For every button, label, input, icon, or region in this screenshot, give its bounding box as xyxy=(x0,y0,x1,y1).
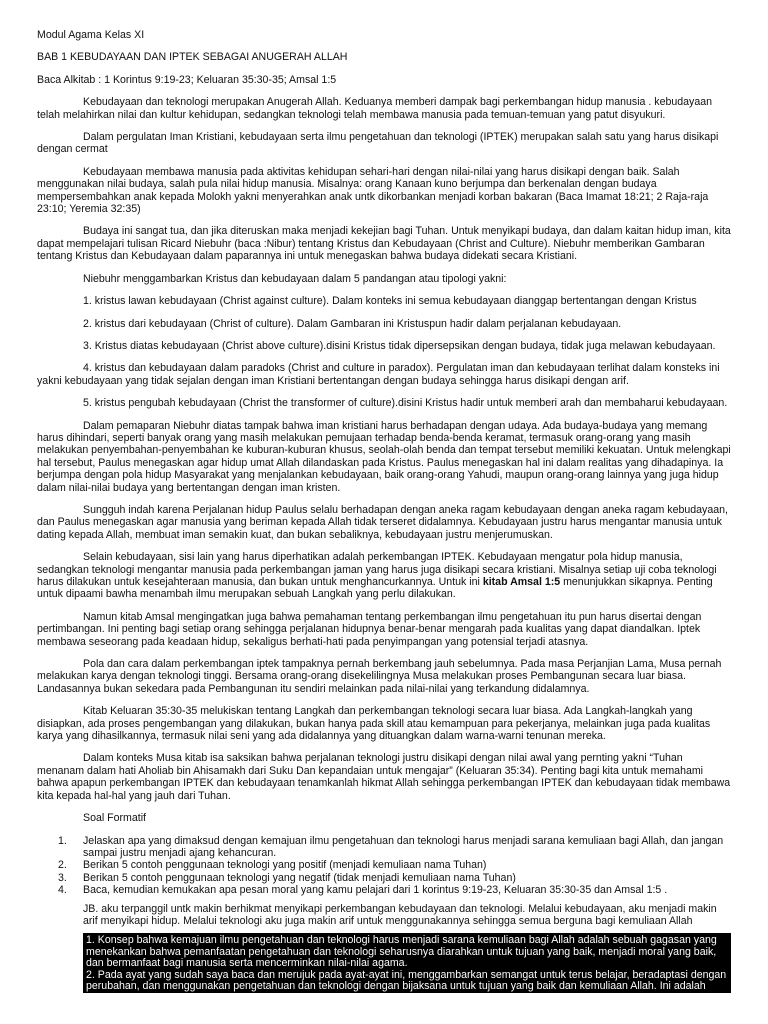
document-page xyxy=(37,29,731,993)
typology-item: 5. kristus pengubah kebudayaan (Christ the transformer of culture).disini Kristus hadir untuk memberi arah dan membaharui kebudayaan. xyxy=(83,397,728,410)
paragraph: Kebudayaan membawa manusia pada aktivitas kehidupan sehari-hari dengan nilai-nilai yang harus disikapi dengan baik. Salah menggunakan nilai budaya, salah pula nilai hidup manusia. Misalnya: orang Kanaan kuno berjumpa dan berkenalan dengan budaya mempersembahkan anak kepada Molokh yakni menyerahkan anak untk dikorbankan menjadi korban bakaran (Baca Imamat 18:21; 2 Raja-raja 23:10; Yeremia 32:35) xyxy=(37,165,709,216)
amsal-reference: kitab Amsal 1:5 xyxy=(482,576,561,588)
paragraph: Dalam pergulatan Iman Kristiani, kebudayaan serta ilmu pengetahuan dan teknologi (IPTEK) merupakan salah satu yang harus disikapi dengan cermat xyxy=(37,131,719,156)
question-number: 2. xyxy=(58,859,67,872)
question-number: 1. xyxy=(58,834,67,847)
paragraph: Namun kitab Amsal mengingatkan juga bahwa pemahaman tentang perkembangan ilmu pengetahuan itu pun harus disertai dengan pertimbangan. Ini penting bagi setiap orang sehingga perjalanan hidupnya benar-benar mengarah pada kualitas yang dapat diandalkan. Iptek membawa seseorang pada keadaan hidup, sekaligus berhati-hati pada penyimpangan yang potensial terjadi atasnya. xyxy=(37,610,702,648)
answer-text: 2. Pada ayat yang sudah saya baca dan merujuk pada ayat-ayat ini, menggambarkan semangat untuk terus belajar, beradaptasi dengan perubahan, dan menggunakan pengetahuan dan teknologi dengan bijaksana untuk tujuan yang baik dan kemuliaan Allah. Ini adalah xyxy=(86,968,727,992)
question-list xyxy=(37,835,731,897)
answer-text: 1. Konsep bahwa kemajuan ilmu pengetahuan dan teknologi harus menjadi sarana kemuliaan bagi Allah adalah sebuah gagasan yang menekankan bahwa pemanfaatan pengetahuan dan teknologi seharusnya diarahkan untuk tujuan yang baik, menjadi moral yang baik, dan bermanfaat bagi manusia serta mencerminkan nilai-nilai agama. xyxy=(86,934,717,970)
question-item xyxy=(37,835,731,860)
question-text: Baca, kemudian kemukakan apa pesan moral yang kamu pelajari dari 1 korintus 9:19-23, Keluaran 35:30-35 dan Amsal 1:5 . xyxy=(83,884,668,897)
highlighted-answers xyxy=(83,933,731,993)
typology-item: 3. Kristus diatas kebudayaan (Christ above culture).disini Kristus tidak dipersepsikan dengan budaya, tidak juga melawan kebudayaan. xyxy=(83,339,716,352)
paragraph: Kebudayaan dan teknologi merupakan Anugerah Allah. Keduanya memberi dampak bagi perkembangan hidup manusia . kebudayaan telah melahirkan nilai dan kultur kehidupan, sedangkan teknologi telah membawa manusia pada temuan-temuan yang patut disyukuri. xyxy=(37,96,713,121)
iptek-text: Selain kebudayaan, sisi lain yang harus diperhatikan adalah perkembangan IPTEK. Kebudayaan mengatur pola hidup manusia, sedangkan teknologi mengantar manusia pada perkembangan jaman yang harus juga disikapi secara kristiani. Misalnya setiap uji coba teknologi harus dilakukan untuk kesejahteraan manusia, dan bukan untuk menghancurkannya. Untuk ini xyxy=(37,551,717,588)
reading-reference: Baca Alkitab : 1 Korintus 9:19-23; Keluaran 35:30-35; Amsal 1:5 xyxy=(37,73,337,86)
question-item xyxy=(37,884,731,896)
chapter-title: BAB 1 KEBUDAYAAN DAN IPTEK SEBAGAI ANUGERAH ALLAH xyxy=(37,51,348,64)
typology-item: 1. kristus lawan kebudayaan (Christ against culture). Dalam konteks ini semua kebudayaan dianggap bertentangan dengan Kristus xyxy=(83,295,697,308)
iptek-paragraph xyxy=(37,551,731,601)
typology-intro: Niebuhr menggambarkan Kristus dan kebudayaan dalam 5 pandangan atau tipologi yakni: xyxy=(83,272,507,285)
paragraph: Dalam konteks Musa kitab isa saksikan bahwa perjalanan teknologi justru disikapi dengan nilai awal yang pernting yakni “Tuhan menanam dalam hati Aholiab bin Ahisamakh dari Suku Dan kepandaian untuk mengajar” (Keluaran 35:34). Penting bagi kita untuk memahami bahwa apapun perkembangan IPTEK dan kebudayaan tenamkanlah hikmat Allah sehingga perkembangan IPTEK dan kebudayaan tidak membawa kita kepada hal-hal yang jauh dari Tuhan. xyxy=(37,752,731,802)
iptek-text-end: menunjukkan sikapnya. Penting untuk dipaami bawha menambah ilmu merupakan sebuah Langkah yang perlu dilakukan. xyxy=(37,576,713,601)
paragraph: Dalam pemaparan Niebuhr diatas tampak bahwa iman kristiani harus berhadapan dengan udaya. Ada budaya-budaya yang memang harus dihindari, seperti banyak orang yang masih melakukan pemujaan terhadap benda-benda keramat, termasuk orang-orang yang masih melakukan penyembahan-penyembahan ke kuburan-kuburan khusus, seolah-olah benda dan tempat tersebut memiliki kekuatan. Untuk melengkapi hal tersebut, Paulus menegaskan agar hidup umat Allah dilandaskan pada Kristus. Paulus menegaskan hal ini dalam realitas yang dihadapinya. Ia berjumpa dengan pola hidup Masyarakat yang menjalankan kebudayaan, baik orang-orang Yahudi, maupun orang-orang lainnya yang juga hidup dalam nilai-nilai budaya yang bertentangan dengan iman kristen. xyxy=(37,419,731,494)
question-number: 4. xyxy=(58,884,67,897)
question-number: 3. xyxy=(58,871,67,884)
question-text: Berikan 5 contoh penggunaan teknologi yang positif (menjadi kemuliaan nama Tuhan) xyxy=(83,859,487,872)
question-item xyxy=(37,872,731,884)
paragraph: Pola dan cara dalam perkembangan iptek tampaknya pernah berkembang jauh sebelumnya. Pada masa Perjanjian Lama, Musa pernah melakukan karya dengan teknologi tinggi. Bersama orang-orang disekelilingnya Musa melakukan proses Pembangunan secara luar biasa. Landasannya bukan sekedara pada Pembangunan itu sendiri melainkan pada nilai-nilai yang terkandung didalamnya. xyxy=(37,658,722,695)
question-text: Jelaskan apa yang dimaksud dengan kemajuan ilmu pengetahuan dan teknologi harus menjadi sarana kemuliaan bagi Allah, dan jangan sampai justru menjadi ajang kehancuran. xyxy=(83,834,724,859)
answer-note: JB. aku terpanggil untk makin berhikmat menyikapi perkembangan kebudayaan dan teknologi. Melalui kebudayaan, aku menjadi makin arif menyikapi hidup. Melalui teknologi aku juga makin arif untuk menggunakannya sehingga semua berguna bagi kemuliaan Allah xyxy=(83,902,717,927)
question-item xyxy=(37,859,731,871)
paragraph: Sungguh indah karena Perjalanan hidup Paulus selalu berhadapan dengan aneka ragam kebudayaan dengan aneka ragam kebudayaan, dan Paulus menegaskan agar manusia yang beriman kepada Allah tidak terseret didalamnya. Kebudayaan justru harus mengantar manusia untuk dating kepada Allah, membuat iman semakin kuat, dan bukan sebaliknya, kebudayaan justru menjerumuskan. xyxy=(37,503,728,541)
formative-title: Soal Formatif xyxy=(83,812,146,825)
paragraph: Budaya ini sangat tua, dan jika diteruskan maka menjadi kekejian bagi Tuhan. Untuk menyikapi budaya, dan dalam kaitan hidup iman, kita dapat mempelajari tulisan Ricard Niebuhr (baca :Nibur) tentang Kristus dan Kebudayaan (Christ and Culture). Niebuhr memberikan Gambaran tentang Kristus dan Kebudayaan dalam paparannya ini untuk menegaskan bahwa budaya didekati secara Kristiani. xyxy=(37,225,731,263)
question-text: Berikan 5 contoh penggunaan teknologi yang negatif (tidak menjadi kemuliaan nama Tuhan) xyxy=(83,871,516,884)
paragraph: Kitab Keluaran 35:30-35 melukiskan tentang Langkah dan perkembangan teknologi secara luar biasa. Ada Langkah-langkah yang disiapkan, ada proses pengembangan yang dilakukan, bukan hanya pada skill atau kemampuan para pekerjanya, melainkan juga pada kualitas karya yang dihasilkannya, termasuk nilai seni yang ada didalannya yang dituangkan dalam warna-warni tenunan mereka. xyxy=(37,705,711,743)
typology-item: 2. kristus dari kebudayaan (Christ of culture). Dalam Gambaran ini Kristuspun hadir dalam perjalanan kebudayaan. xyxy=(83,317,622,330)
module-title: Modul Agama Kelas XI xyxy=(37,29,145,41)
typology-item: 4. kristus dan kebudayaan dalam paradoks (Christ and culture in paradox). Pergulatan iman dan kebudayaan terlihat dalam konsteks ini yakni kebudayaan yang tidak sejalan dengan iman Kristiani bertentangan dengan budaya sehingga harus disikapi dengan arif. xyxy=(37,362,720,387)
